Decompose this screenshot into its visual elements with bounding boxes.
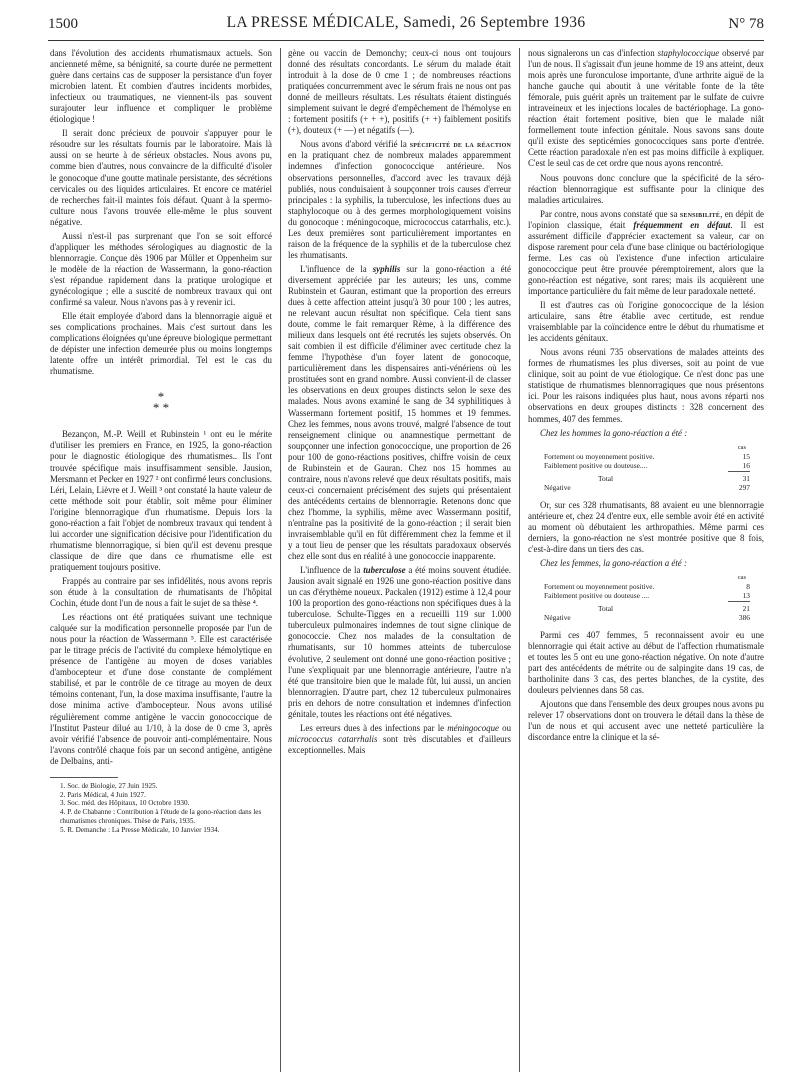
table-row-total xyxy=(544,474,750,483)
emphasis-syphilis: syphilis xyxy=(372,263,401,274)
text-run: Nous avons d'abord vérifié la xyxy=(300,139,407,150)
row-label: Total xyxy=(598,473,614,483)
row-label: Faiblement positive ou douteuse .... xyxy=(544,590,650,600)
paragraph: Parmi ces 407 femmes, 5 reconnaissent avoir eu une blennorragie qui était active au début de l'affection rhumatismale et toutes les 5 ont eu une gono-réaction négative. On note d'autre part des antécédents de métrite ou de salpingite dans 19 cas, de bartholinite dans 3 cas, des pertes blanches, de la cystite, des douleurs pelviennes dans 58 cas. xyxy=(528,629,764,696)
emphasis-tuberculose: tuberculose xyxy=(363,565,406,576)
table-row xyxy=(544,591,750,600)
row-label: Fortement ou moyennement positive. xyxy=(544,451,655,461)
text-run: Les erreurs dues à des infections par le xyxy=(300,722,445,733)
text-run: L'influence de la xyxy=(300,565,361,576)
text-run: L'influence de la xyxy=(300,263,367,274)
table-intro-men: Chez les hommes la gono-réaction a été : xyxy=(540,427,688,438)
footnote: 2. Paris Médical, 4 Juin 1927. xyxy=(60,790,146,799)
text-run: a été moins souvent étudiée. Jausion avait signalé en 1926 une gono-réaction positive dans un cas d'érythème noueux. Packalen (1912) estime à 12,4 pour 100 la proportion des gono-réactions non spécifiques dues à la tuberculose. Schulte-Tigges en a recueilli 119 sur 1.000 tuberculeux pulmonaires indemnes de tout signe clinique de gonococcie. Chez nos malades de la consultation de rhumatisants, sur 10 hommes atteints de tuberculose évolutive, 2 seulement ont donné une gono-réaction positive ; l'une s'expliquait par une blennorragie antérieure, l'autre n'a été que transitoire bien que le malade fût, lui aussi, un ancien blennorragien. D'autre part, chez 12 tuberculeux pulmonaires pris en dehors de notre consultation et indemnes d'infection génitale, toutes les réactions ont été négatives. xyxy=(288,565,511,719)
paragraph xyxy=(288,723,511,756)
journal-title: LA PRESSE MÉDICALE, Samedi, 26 Septembre 1936 xyxy=(226,14,586,31)
footnote: 3. Soc. méd. des Hôpitaux, 10 Octobre 1930. xyxy=(60,799,190,808)
text-run: , en dépit de l'opinion classique, était xyxy=(528,208,764,230)
footnote: 1. Soc. de Biologie, 27 Juin 1925. xyxy=(60,781,158,790)
table-unit: cas xyxy=(737,443,746,451)
table-row xyxy=(544,461,750,470)
row-value: 386 xyxy=(738,612,750,622)
column-divider xyxy=(519,48,520,1072)
paragraph: Les réactions ont été pratiquées suivant une technique calquée sur la modification personnelle proposée par l'un de nous pour la réaction de Wassermann ⁵. Elle est caractérisée par le titrage précis de l'activité du complexe hémolytique en présence de l'antigène au moyen de doses variables d'ambocepteur et d'une dose constante de complément stabilisé, et par le contrôle de ce titrage au moyen de deux témoins contenant, l'un, la dose maxima insuffisante, l'autre la dose minima active d'ambocepteur. Nous avons utilisé régulièrement comme antigène le vaccin gonococcique de l'Institut Pasteur dilué au 1/10, à la dose de 0 cme 3, après avoir vérifié l'absence de pouvoir anti-complémentaire. Nous l'avons contrôlé chaque fois par un second antigène, antigène de Delbains, anti- xyxy=(50,612,272,766)
text-run: sur la gono-réaction a été diversement appréciée par les auteurs; les uns, comme Rubinstein et Gauran, estimant que la proportion des erreurs dues à cette affection atteint jusqu'à 30 pour 100 ; les autres, ne relevant aucun résultat non spécifique. Cela tient sans doute, comme le fait remarquer Rème, à la différence des milieux dans lesquels ont été recrutés les sujets observés. On sait combien il est difficile d'éliminer avec certitude chez la femme l'hypothèse d'un foyer latent de gonocoque, particulièrement dans les dispensaires anti-vénériens où les prostituées sont en grand nombre. Aussi convient-il de classer les observations en deux groupes distincts selon le sexe des malades. Nous avons examiné le sang de 34 syphilitiques à Wassermann fortement positif, 15 hommes et 19 femmes. Chez les femmes, nous avons trouvé, malgré l'absence de tout renseignement clinique ou anamnestique permettant de soupçonner une infection gonococcique, une proportion de 26 pour 100 de gono-réactions positives, chiffre voisin de ceux de Rubinstein et de Gauran. Chez nos 15 hommes au contraire, nous n'avons relevé que deux résultats positifs, mais ceux-ci concernaient précisément des sujets qui présentaient des antécédents certains de blennorragie. Retenons donc que chez l'homme, la syphilis, même avec Wassermann positif, n'entraîne pas la positivité de la gono-réaction ; il serait bien invraisemblable qu'il en fût différemment chez la femme et il y a tout lieu de penser que les résultats paradoxaux observés chez elle sont dus en réalité à une gonococcie inapparente. xyxy=(288,263,511,562)
table-intro-women: Chez les femmes, la gono-réaction a été : xyxy=(540,557,687,568)
footnote: 5. R. Demanche : La Presse Médicale, 10 Janvier 1934. xyxy=(60,825,220,834)
row-label: Faiblement positive ou douteuse.... xyxy=(544,460,648,470)
running-header xyxy=(48,14,764,38)
text-run: observé par l'un de nous. Il s'agissait d'un jeune homme de 19 ans atteint, deux mois après une furonculose importante, d'une arthrite aiguë de la hanche gauche qui aboutit à une véritable fonte de la tête fémorale, puis guérit après un traitement par le sulfate de cuivre intraveineux et les injections locales de bactériophage. La gono-réaction était fortement positive, bien que le malade niât formellement toute infection génitale. Nous savons sans doute qu'il existe des septicémies gonococciques sans porte d'entrée. Cette réaction paradoxale n'en est pas moins difficile à expliquer. C'est le seul cas de cet ordre que nous ayons rencontré. xyxy=(528,48,764,169)
row-label: Fortement ou moyennement positive. xyxy=(544,581,655,591)
paragraph xyxy=(288,139,511,261)
emphasis-catarrhalis: micrococcus catarrhalis xyxy=(288,733,378,744)
row-value: 31 xyxy=(742,473,750,483)
row-value: 297 xyxy=(738,482,750,492)
table-row xyxy=(544,452,750,461)
section-separator xyxy=(50,389,272,416)
column-right xyxy=(528,48,764,1073)
text-run: Par contre, nous avons constaté que sa xyxy=(540,208,678,219)
table-row-total xyxy=(544,604,750,613)
row-value: 13 xyxy=(742,590,750,600)
paragraph: Nous avons réuni 735 observations de malades atteints des formes de rhumatismes les plus diverses, soit au point de vue clinique, soit au point de vue étiologique. Ce n'est donc pas une statistique de rhumatismes blennorragiques que nous présentons ici. Pour les raisons indiquées plus haut, nous avons réparti nos observations en deux groupes distincts : 328 concernent des hommes, 407 des femmes. xyxy=(528,347,764,424)
text-run: en la pratiquant chez de nombreux malades apparemment indemnes d'infection gonococcique antérieure. Nos observations personnelles, d'accord avec les travaux déjà publiés, nous conduisaient à soupçonner trois causes d'erreur principales : la syphilis, la tuberculose, les infections dues au staphylocoque ou à des germes morphologiquement voisins du gonocoque : méningocoque, micrococcus catarrhalis, etc.). Les deux premières sont particulièrement importantes en raison de la fréquence de la syphilis et de la tuberculose chez les rhumatisants. xyxy=(288,150,511,260)
emphasis-staphylococcique: staphylococcique xyxy=(657,48,720,58)
row-value: 21 xyxy=(742,603,750,613)
column-divider xyxy=(280,48,281,1072)
emphasis-defaut: fréquemment en défaut xyxy=(633,219,731,230)
row-label: Total xyxy=(598,603,614,613)
header-rule xyxy=(48,40,764,41)
table-row-negative xyxy=(544,613,750,622)
row-value: 8 xyxy=(746,581,750,591)
paragraph: dans l'évolution des accidents rhumatismaux actuels. Son ancienneté même, sa bénignité, sa courte durée ne permettent guère dans certains cas de supposer la persistance d'un foyer microbien latent. Et combien d'autres incidents morbides, infectieux ou traumatiques, ne viennent-ils pas souvent surajouter leur influence et compliquer le problème étiologique ! xyxy=(50,48,272,125)
paragraph xyxy=(288,264,511,562)
paragraph xyxy=(528,48,764,170)
text-run: nous signalerons un cas d'infection xyxy=(528,48,655,58)
column-left xyxy=(50,48,272,1073)
row-label: Négative xyxy=(544,482,571,492)
table-row-negative xyxy=(544,483,750,492)
paragraph: Ajoutons que dans l'ensemble des deux groupes nous avons pu relever 17 observations dont on trouvera le détail dans la thèse de l'un de nous et qui accusent avec une netteté particulière la discordance entre la clinique et la sé- xyxy=(528,699,764,743)
stats-table-men xyxy=(544,443,750,492)
emphasis-meningocoque: méningocoque xyxy=(447,722,499,733)
paragraph xyxy=(528,209,764,297)
text-run: sont très discutables et d'ailleurs exceptionnelles. Mais xyxy=(288,733,511,755)
paragraph: Nous pouvons donc conclure que la spécificité de la séro-réaction blennorragique est suffisante pour la clinique des maladies articulaires. xyxy=(528,172,764,205)
emphasis-specificity: spécificité de la réaction xyxy=(409,139,511,150)
paragraph: Aussi n'est-il pas surprenant que l'on se soit efforcé d'appliquer les méthodes sérologiques au diagnostic de la blennorragie. Conçue dès 1906 par Müller et Oppenheim sur le modèle de la réaction de Wassermann, la gono-réaction s'est répandue rapidement dans la pratique urologique et gynécologique ; elle a suscité de nombreux travaux qui ont confirmé sa valeur. Nous n'avons pas à y revenir ici. xyxy=(50,230,272,308)
sum-rule xyxy=(728,471,750,472)
sum-rule xyxy=(728,601,750,602)
paragraph: Or, sur ces 328 rhumatisants, 88 avaient eu une blennorragie antérieure et, chez 24 d'entre eux, elle semble avoir été en activité au moment où débutaient les arthropathies. Même parmi ces derniers, la gono-réaction ne s'est montrée positive que 8 fois, c'est-à-dire dans un tiers des cas. xyxy=(528,499,764,554)
table-unit: cas xyxy=(737,573,746,581)
text-run: ou xyxy=(502,722,511,733)
row-value: 16 xyxy=(742,460,750,470)
asterisk-bottom: * * xyxy=(152,400,170,416)
paragraph: Il serait donc précieux de pouvoir s'appuyer pour le résoudre sur les résultats fournis par le laboratoire. Mais là aussi on se heurte à de sérieux obstacles. Nous avons pu, comme bien d'autres, nous convaincre de la difficulté d'isoler le gonocoque d'une goutte matinale persistante, des sécrétions cervicales ou des liquides articulaires. Et encore ce matériel de recherches fait-il maintes fois défaut. Quant à la spermo-culture nous l'avons trouvée elle-même le plus souvent négative. xyxy=(50,128,272,227)
emphasis-sensibilite: sensibilité xyxy=(679,208,721,219)
paragraph: Frappés au contraire par ses infidélités, nous avons repris son étude à la consultation de rhumatisants de l'hôpital Cochin, étude dont l'un de nous a fait le sujet de sa thèse ⁴. xyxy=(50,575,272,609)
table-row xyxy=(544,582,750,591)
paragraph: Bezançon, M.-P. Weill et Rubinstein ¹ ont eu le mérite d'utiliser les premiers en France, en 1925, la gono-réaction pour le diagnostic étiologique des rhumatismes.. Ils l'ont trouvée spécifique mais insuffisamment sensible. Jausion, Mersmann et Pecker en 1927 ² ont confirmé leurs conclusions. Léri, Lelain, Lièvre et J. Weill ³ ont constaté la haute valeur de cette méthode soit pour établir, soit même pour éliminer l'origine blennorragique d'un rhumatisme. Depuis lors la gono-réaction a fait l'objet de nombreux travaux qui tendent à lui accorder une signification décisive pour l'identification du rhumatisme blennorragique, si bien qu'il est devenu presque classique de dire que dans ce rhumatisme elle est pratiquement toujours positive. xyxy=(50,429,272,572)
row-label: Négative xyxy=(544,612,571,622)
column-middle xyxy=(288,48,511,1073)
issue-number: N° 78 xyxy=(728,16,764,32)
footnote-rule xyxy=(50,777,118,778)
asterisk-top: * xyxy=(157,389,165,405)
paragraph xyxy=(288,565,511,720)
paragraph: Elle était employée d'abord dans la blennorragie aiguë et ses complications prochaines. Mais c'est surtout dans les complications éloignées qu'une épreuve biologique permettant de dépister une infection demeurée plus ou moins longtemps latente offre un intérêt primordial. Tel est le cas du rhumatisme. xyxy=(50,311,272,377)
text-run: . Il est assurément difficile d'apprécier exactement sa valeur, car on dispose rarement pour cela d'une base clinique ou bactériologique ferme. Les cas où l'existence d'une infection articulaire gonococcique peut être prouvée péremptoirement, alors que la gono-réaction est négative, sont rares; mais ils acquièrent une importance particulière du fait même de leur paradoxale netteté. xyxy=(528,219,764,296)
stats-table-women xyxy=(544,573,750,622)
footnote: 4. P. de Chabanne : Contribution à l'étude de la gono-réaction dans les rhumatismes chroniques. Thèse de Paris, 1935. xyxy=(60,808,262,825)
row-value: 15 xyxy=(742,451,750,461)
paragraph: Il est d'autres cas où l'origine gonococcique de la lésion articulaire, sans être établie avec certitude, est rendue vraisemblable par la coïncidence entre le début du rhumatisme et les accidents génitaux. xyxy=(528,300,764,344)
page-number: 1500 xyxy=(48,16,78,32)
paragraph: gène ou vaccin de Demonchy; ceux-ci nous ont toujours donné des résultats concordants. Le sérum du malade était introduit à la dose de 0 cme 1 ; de nombreuses réactions pratiquées concurremment avec le sérum frais ne nous ont pas donné de meilleurs résultats. Les résultats étaient distingués simplement suivant le degré d'empêchement de l'hémolyse en : fortement positifs (+ + +), positifs (+ +) faiblement positifs (+), douteux (+ —) et négatifs (—). xyxy=(288,48,511,136)
